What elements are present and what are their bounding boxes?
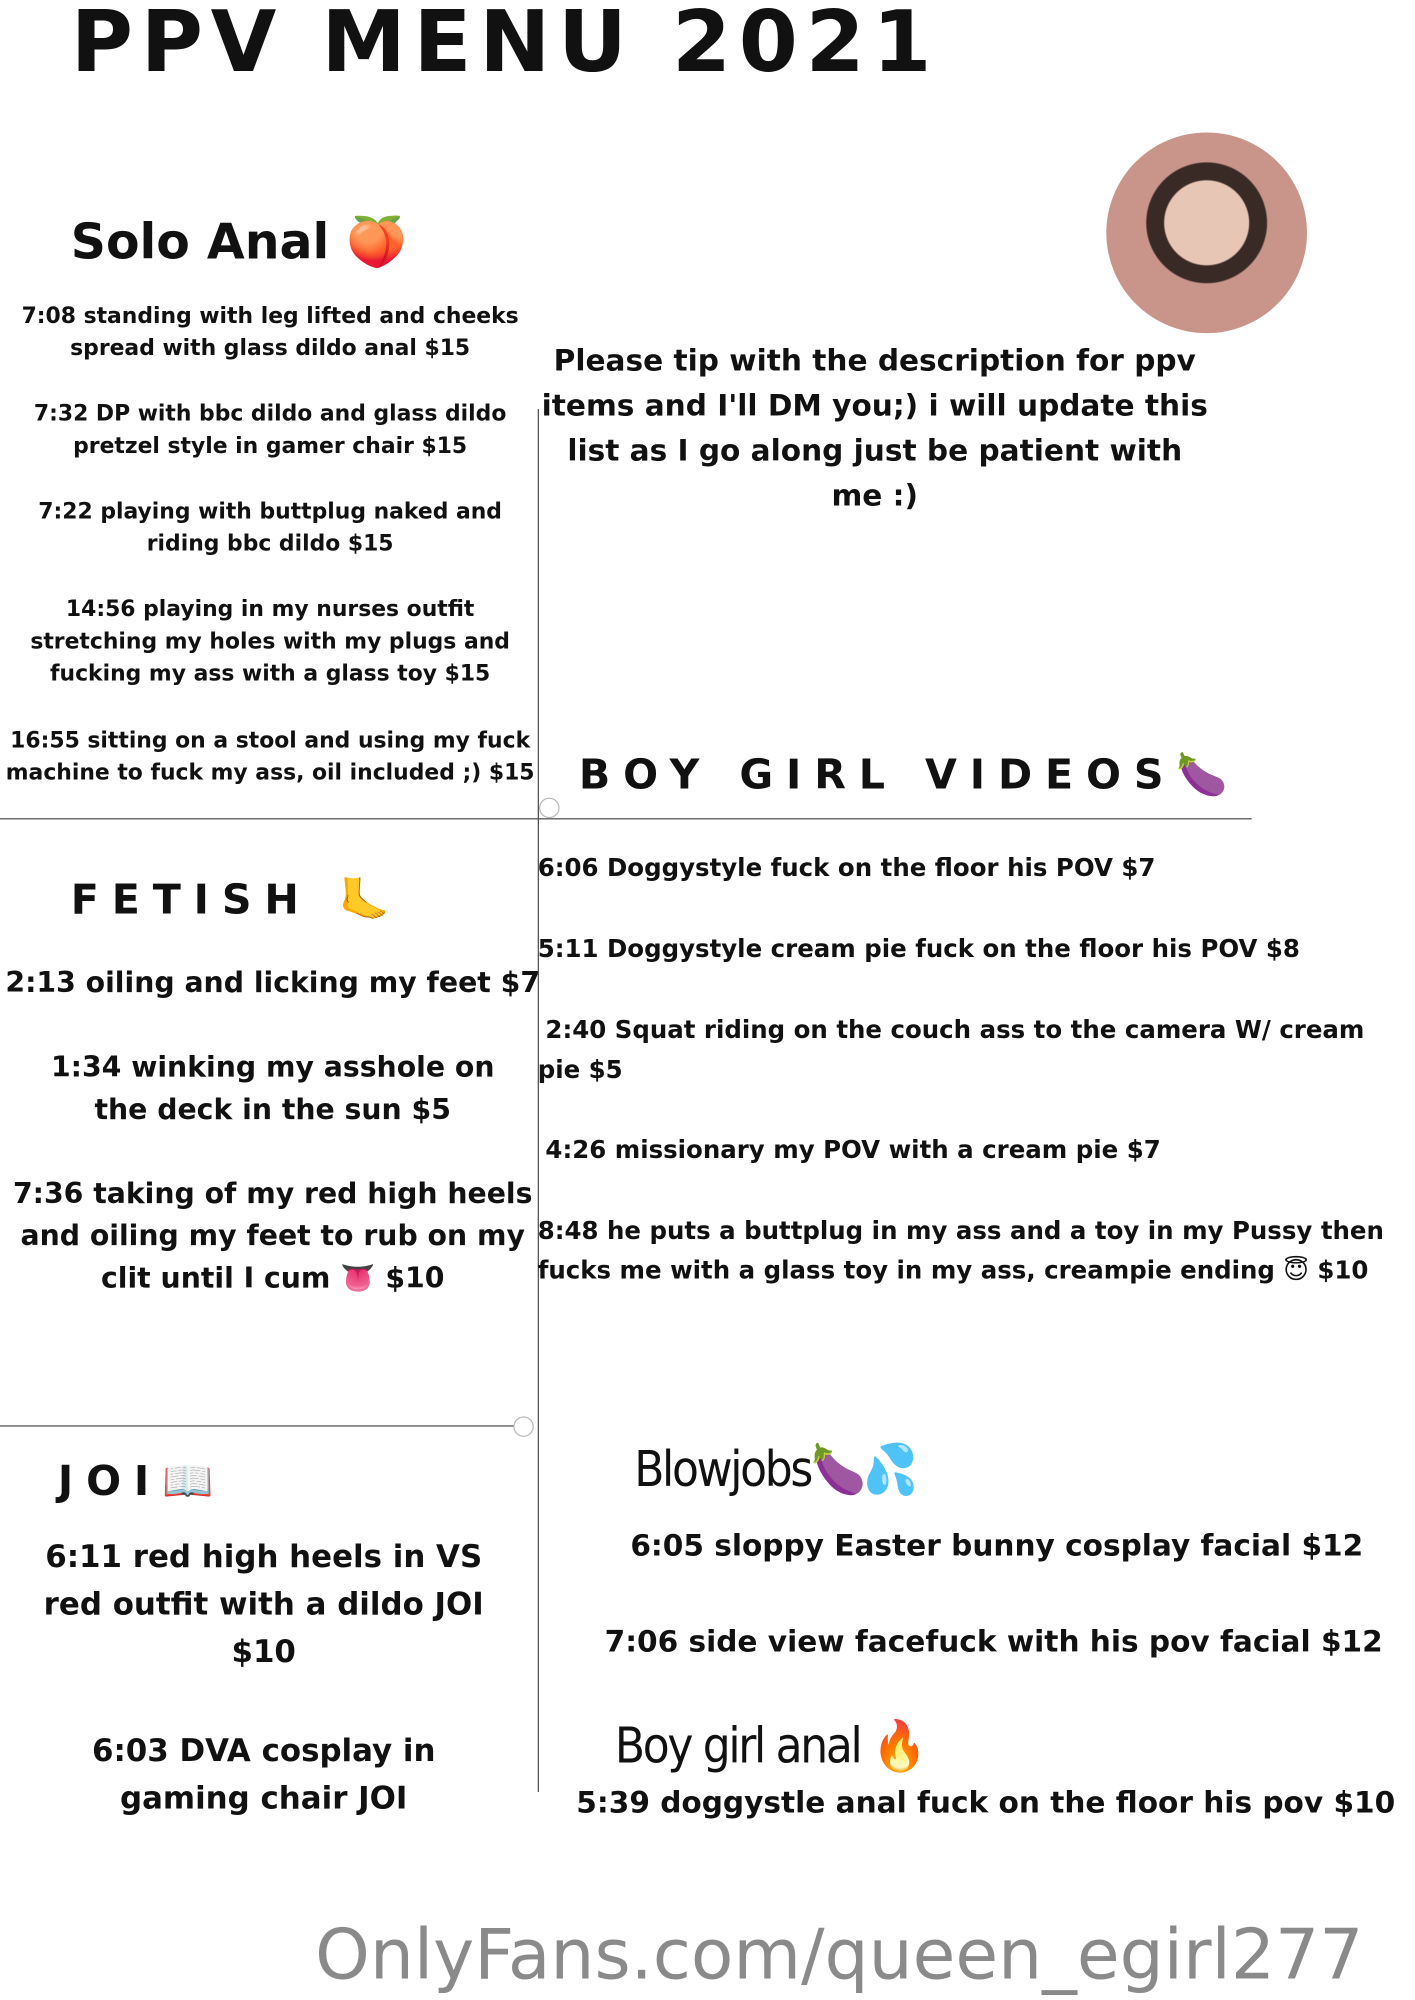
menu-item: 2:13 oiling and licking my feet $7 xyxy=(5,967,541,1000)
divider-node xyxy=(539,798,560,819)
menu-item: 7:06 side view facefuck with his pov facial $12 xyxy=(604,1626,1383,1660)
menu-item: 5:39 doggystle anal fuck on the floor his pov $10 xyxy=(576,1786,1396,1821)
section-heading-solo-anal: Solo Anal 🍑 xyxy=(70,213,408,271)
tip-note: Please tip with the description for ppv items and I'll DM you;) i will update this list as I go along just be patient with me :) xyxy=(541,344,1208,514)
menu-item: 5:11 Doggystyle cream pie fuck on the floor his POV $8 xyxy=(537,935,1300,964)
menu-item: 6:05 sloppy Easter bunny cosplay facial $12 xyxy=(630,1529,1364,1563)
avatar xyxy=(1106,132,1307,333)
menu-item: 8:48 he puts a buttplug in my ass and a toy in my Pussy then fucks me with a glass toy in my ass, creampie ending 😇 $10 xyxy=(537,1216,1384,1286)
menu-item: 7:08 standing with leg lifted and cheeks spread with glass dildo anal $15 xyxy=(21,303,519,362)
section-heading-boy-girl-anal: Boy girl anal 🔥 xyxy=(614,1717,925,1774)
menu-item: 16:55 sitting on a stool and using my fuck machine to fuck my ass, oil included ;) $15 xyxy=(5,728,535,786)
menu-item: 4:26 missionary my POV with a cream pie $7 xyxy=(545,1135,1161,1165)
menu-item: 7:22 playing with buttplug naked and riding bbc dildo $15 xyxy=(38,499,502,558)
divider-node xyxy=(513,1416,534,1437)
menu-item: 6:11 red high heels in VS red outfit with a dildo JOI $10 xyxy=(43,1538,484,1670)
divider xyxy=(0,1425,524,1426)
page-title: PPV MENU 2021 xyxy=(70,0,940,92)
section-heading-joi: JOI📖 xyxy=(57,1456,227,1506)
menu-item: 1:34 winking my asshole on the deck in the sun $5 xyxy=(50,1052,495,1127)
menu-item: 6:06 Doggystyle fuck on the floor his POV $7 xyxy=(537,854,1156,883)
menu-item: 2:40 Squat riding on the couch ass to the camera W/ cream pie $5 xyxy=(537,1016,1365,1085)
section-heading-fetish: FETISH 🦶 xyxy=(70,874,403,924)
section-heading-blowjobs: Blowjobs🍆💦 xyxy=(634,1440,916,1498)
divider xyxy=(0,818,1252,819)
watermark-footer: OnlyFans.com/queen_egirl277 xyxy=(315,1914,1364,1996)
menu-item: 7:32 DP with bbc dildo and glass dildo pretzel style in gamer chair $15 xyxy=(33,401,507,460)
menu-item: 6:03 DVA cosplay in gaming chair JOI xyxy=(91,1732,436,1817)
section-heading-boy-girl: BOY GIRL VIDEOS🍆 xyxy=(578,749,1241,799)
menu-item: 14:56 playing in my nurses outfit stretching my holes with my plugs and fucking my ass with a glass toy $15 xyxy=(30,596,510,687)
menu-item: 7:36 taking of my red high heels and oiling my feet to rub on my clit until I cum 👅 $10 xyxy=(12,1178,533,1296)
